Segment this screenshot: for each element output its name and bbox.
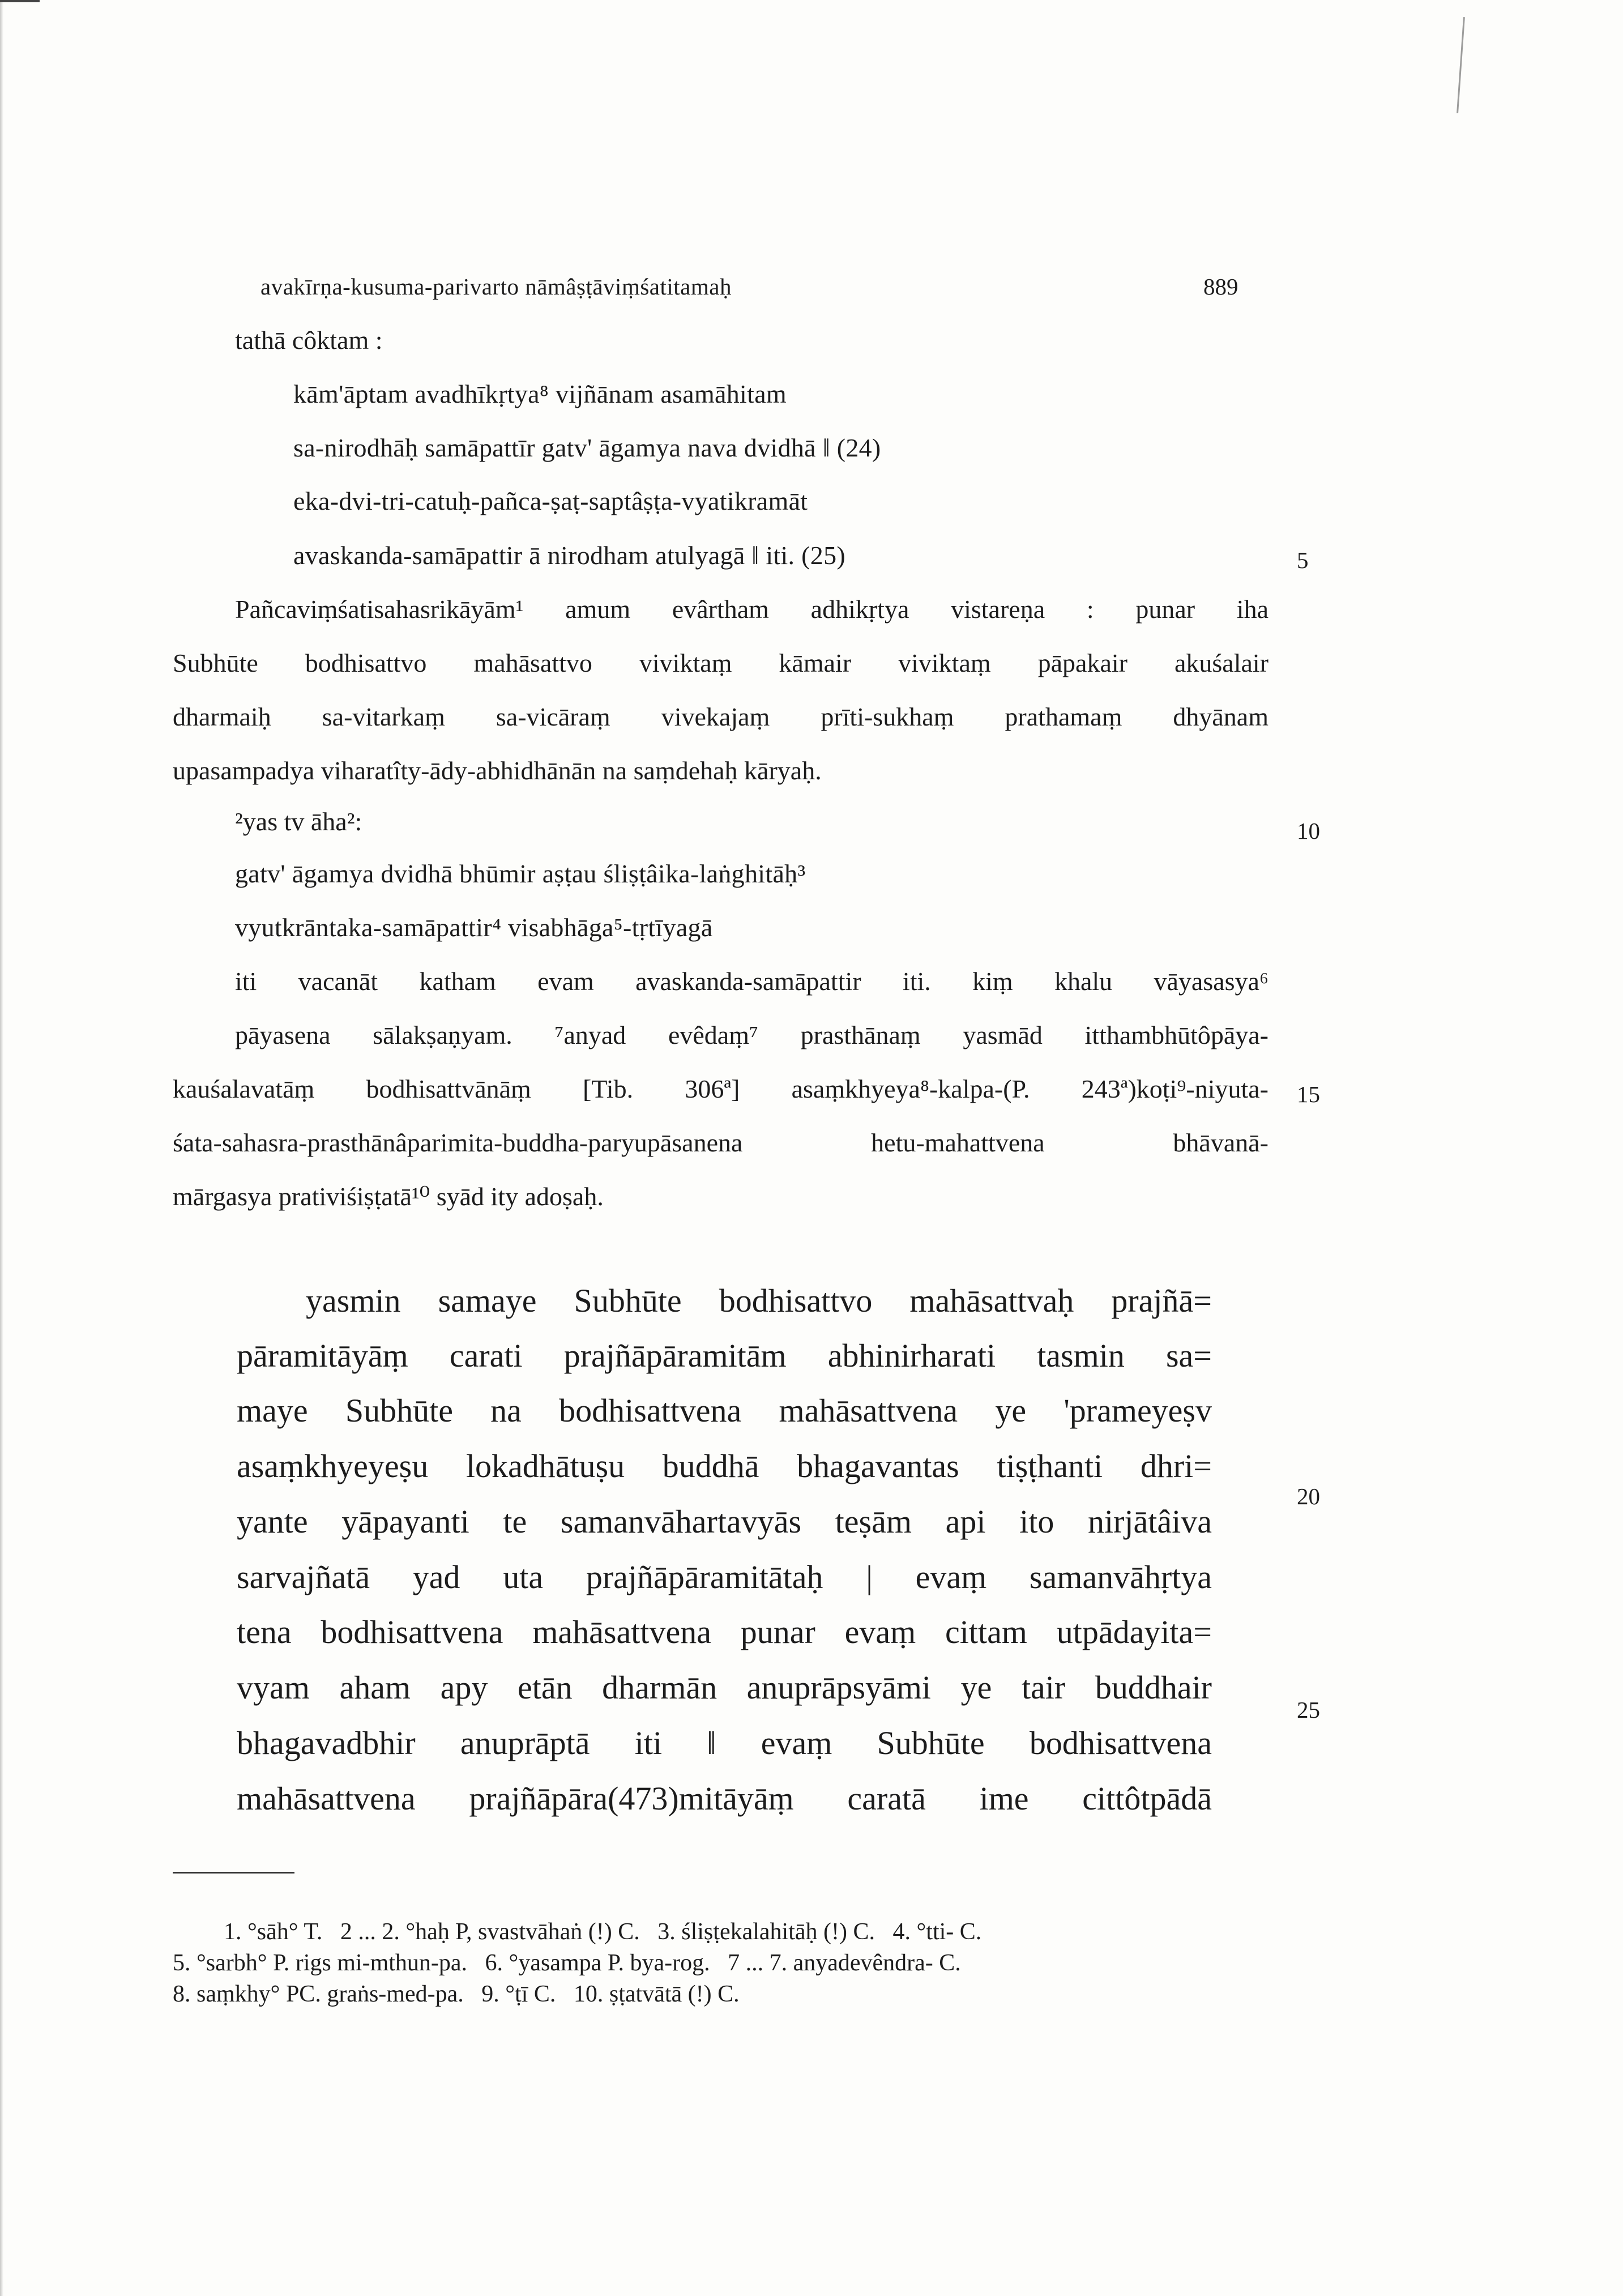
margin-line-number: 20: [1297, 1483, 1320, 1509]
sutra-line: pāramitāyāṃ carati prajñāpāramitām abhinirharati tasmin sa=: [237, 1337, 1212, 1374]
verse-line: gatv' āgamya dvidhā bhūmir aṣṭau śliṣṭâika-laṅghitāḥ³: [235, 859, 806, 888]
footnote-line: 5. °sarbh° P. rigs mi-mthun-pa. 6. °yasampa P. bya-rog. 7 ... 7. anyadevêndra- C.: [173, 1950, 961, 1976]
scan-mark: [1457, 17, 1465, 113]
verse-line: sa-nirodhāḥ samāpattīr gatv' āgamya nava dvidhā ‖ (24): [293, 433, 881, 462]
verse-line: avaskanda-samāpattir ā nirodham atulyagā ‖ iti. (25): [293, 541, 845, 570]
commentary-line: iti vacanāt katham evam avaskanda-samāpattir iti. kiṃ khalu vāyasasya⁶: [235, 967, 1268, 996]
commentary-line: pāyasena sālakṣaṇyam. ⁷anyad evêdaṃ⁷ prasthānaṃ yasmād itthambhūtôpāya-: [235, 1021, 1268, 1049]
commentary-line: ²yas tv āha²:: [235, 807, 362, 836]
commentary-line: Subhūte bodhisattvo mahāsattvo viviktaṃ kāmair viviktaṃ pāpakair akuśalair: [173, 648, 1268, 677]
commentary-line: śata-sahasra-prasthānâparimita-buddha-paryupāsanena hetu-mahattvena bhāvanā-: [173, 1128, 1268, 1157]
margin-line-number: 5: [1297, 547, 1309, 573]
sutra-line: bhagavadbhir anuprāptā iti ‖ evaṃ Subhūte bodhisattvena: [237, 1725, 1212, 1761]
sutra-line: asaṃkhyeyeṣu lokadhātuṣu buddhā bhagavantas tiṣṭhanti dhri=: [237, 1448, 1212, 1484]
verse-line: eka-dvi-tri-catuḥ-pañca-ṣaṭ-saptâṣṭa-vyatikramāt: [293, 486, 808, 515]
running-title: avakīrṇa-kusuma-parivarto nāmâṣṭāviṃśatitamaḥ: [260, 274, 732, 300]
commentary-intro: tathā côktam :: [235, 326, 383, 355]
margin-line-number: 10: [1297, 818, 1320, 844]
commentary-line: upasampadya viharatîty-ādy-abhidhānān na saṃdehaḥ kāryaḥ.: [173, 756, 822, 785]
footnote-rule: [173, 1872, 294, 1873]
margin-line-number: 25: [1297, 1697, 1320, 1723]
margin-line-number: 15: [1297, 1081, 1320, 1107]
verse-line: kām'āptam avadhīkṛtya⁸ vijñānam asamāhitam: [293, 379, 787, 408]
commentary-line: mārgasya prativiśiṣṭatā¹⁰ syād ity adoṣaḥ.: [173, 1182, 604, 1211]
sutra-line: vyam aham apy etān dharmān anuprāpsyāmi ye tair buddhair: [237, 1669, 1212, 1706]
scan-edge: [0, 0, 3, 2296]
verse-line: vyutkrāntaka-samāpattir⁴ visabhāga⁵-tṛtīyagā: [235, 913, 713, 942]
sutra-line: mahāsattvena prajñāpāra(473)mitāyāṃ caratā ime cittôtpādā: [237, 1780, 1212, 1817]
scan-mark: [0, 0, 40, 2]
footnote-line: 1. °sāh° T. 2 ... 2. °haḥ P, svastvāhaṅ (!) C. 3. śliṣṭekalahitāḥ (!) C. 4. °tti- C.: [224, 1919, 982, 1945]
sutra-line: sarvajñatā yad uta prajñāpāramitātaḥ | evaṃ samanvāhṛtya: [237, 1559, 1212, 1595]
sutra-line: yante yāpayanti te samanvāhartavyās teṣām api ito nirjātâiva: [237, 1503, 1212, 1540]
page-number: 889: [1203, 274, 1238, 300]
sutra-line: tena bodhisattvena mahāsattvena punar evaṃ cittam utpādayita=: [237, 1614, 1212, 1650]
sutra-line: yasmin samaye Subhūte bodhisattvo mahāsattvaḥ prajñā=: [306, 1282, 1212, 1319]
commentary-line: Pañcaviṃśatisahasrikāyām¹ amum evârtham adhikṛtya vistareṇa : punar iha: [235, 595, 1268, 624]
sutra-line: maye Subhūte na bodhisattvena mahāsattvena ye 'prameyeṣv: [237, 1392, 1212, 1429]
commentary-line: kauśalavatāṃ bodhisattvānāṃ [Tib. 306ª] asaṃkhyeya⁸-kalpa-(P. 243ª)koṭi⁹-niyuta-: [173, 1074, 1268, 1103]
commentary-line: dharmaiḥ sa-vitarkaṃ sa-vicāraṃ vivekajaṃ prīti-sukhaṃ prathamaṃ dhyānam: [173, 702, 1268, 731]
footnote-line: 8. saṃkhy° PC. graṅs-med-pa. 9. °ṭī C. 10. ṣṭatvātā (!) C.: [173, 1981, 740, 2007]
